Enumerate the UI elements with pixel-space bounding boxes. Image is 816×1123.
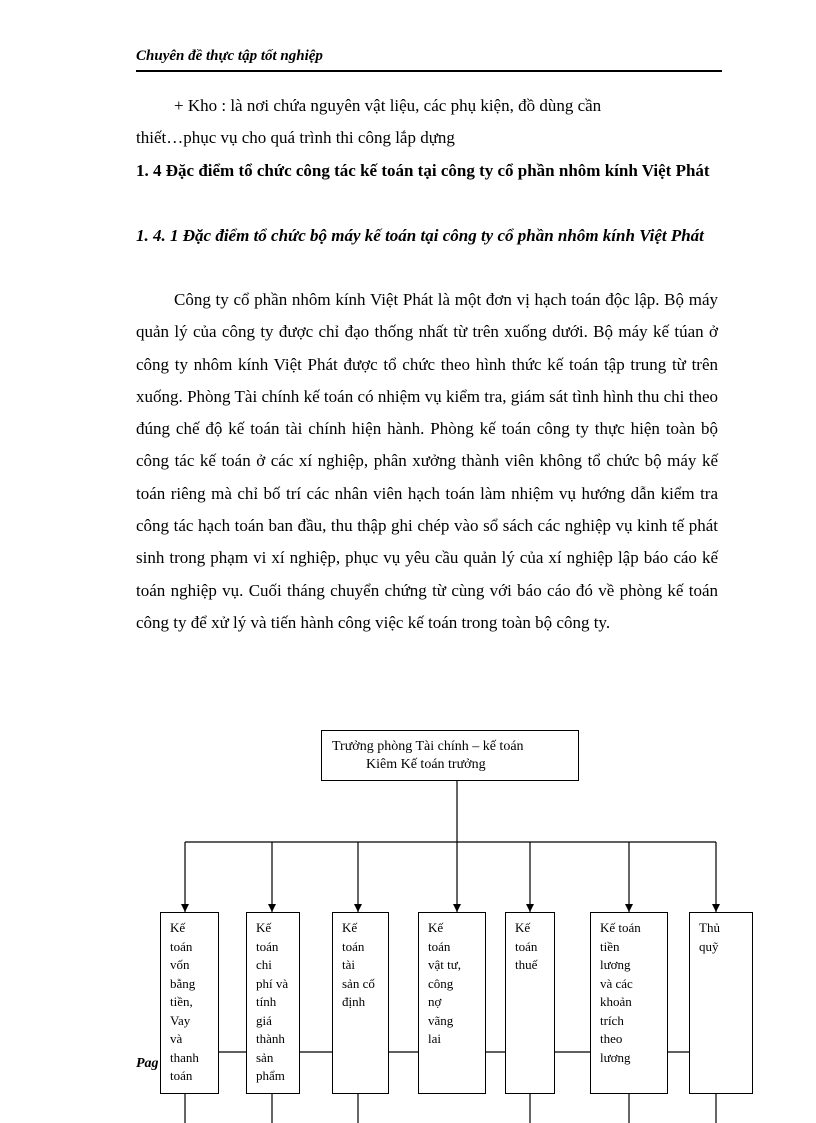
org-node-cash-loans — [160, 912, 219, 1094]
org-node-label: phí và — [256, 975, 289, 991]
section-heading-1-4-1: 1. 4. 1 Đặc điểm tổ chức bộ máy kế toán tại công ty cổ phần nhôm kính Việt Phát — [136, 226, 704, 245]
org-node-label: Kế — [342, 920, 358, 935]
org-node-materials-debts — [418, 912, 486, 1094]
org-node-label: chi — [256, 957, 272, 972]
arrowhead — [453, 904, 461, 912]
org-node-label: toán — [170, 1068, 193, 1083]
arrowhead — [268, 904, 276, 912]
arrowhead — [712, 904, 720, 912]
org-node-label: Kế — [170, 920, 186, 935]
org-node-label: Kế — [515, 920, 531, 935]
org-node-label: định — [342, 994, 366, 1009]
org-node-label: quỹ — [699, 938, 719, 954]
org-node-label: trích — [600, 1012, 624, 1028]
org-node-label: Kế — [256, 920, 272, 935]
org-node-label: Trưởng phòng Tài chính – kế toán — [332, 739, 524, 754]
page-footer-label: Pag — [136, 1056, 159, 1071]
org-node-label: Kiêm Kế toán trưởng — [366, 757, 486, 772]
org-node-label: và các — [600, 975, 633, 991]
org-node-label: toán — [515, 938, 538, 954]
org-node-label: tài — [342, 957, 355, 972]
org-node-label: vốn — [170, 957, 190, 972]
org-node-label: tiền — [600, 938, 620, 954]
org-node-fixed-assets — [332, 912, 389, 1094]
arrowhead — [526, 904, 534, 912]
org-node-label: bằng — [170, 975, 196, 991]
paragraph-line: + Kho : là nơi chứa nguyên vật liệu, các phụ kiện, đồ dùng cần — [174, 96, 602, 115]
org-node-label: giá — [256, 1012, 272, 1028]
page-header-title: Chuyên đề thực tập tốt nghiệp — [136, 48, 323, 64]
header-divider — [136, 70, 722, 72]
org-node-treasurer — [689, 912, 753, 1094]
org-node-label: phẩm — [256, 1068, 285, 1083]
org-node-label: Kế toán — [600, 920, 641, 935]
org-node-label: Kế — [428, 920, 444, 935]
org-node-label: tính — [256, 994, 277, 1009]
org-node-label: sản cố — [342, 975, 375, 991]
org-node-label: toán — [342, 938, 365, 954]
org-node-label: sản — [256, 1049, 274, 1065]
section-heading-1-4: 1. 4 Đặc điểm tổ chức công tác kế toán tại công ty cổ phần nhôm kính Việt Phát — [136, 161, 710, 180]
arrowhead — [625, 904, 633, 912]
org-node-label: khoản — [600, 994, 632, 1009]
org-node-label: toán — [256, 938, 279, 954]
org-node-label: lương — [600, 1049, 631, 1065]
org-node-label: Thủ — [699, 920, 720, 935]
org-node-label: thuế — [515, 957, 538, 972]
org-node-label: theo — [600, 1031, 623, 1046]
org-node-label: và — [170, 1031, 183, 1046]
org-node-label: thành — [256, 1031, 285, 1046]
org-node-label: toán — [428, 938, 451, 954]
arrowhead — [354, 904, 362, 912]
org-node-label: nợ — [428, 994, 442, 1009]
org-node-label: tiền, — [170, 994, 193, 1009]
org-node-payroll — [590, 912, 668, 1094]
org-node-label: vật tư, — [428, 957, 462, 972]
org-node-label: toán — [170, 938, 193, 954]
org-node-tax — [505, 912, 555, 1094]
org-node-label: lương — [600, 957, 631, 972]
org-node-label: vãng — [428, 1012, 454, 1028]
paragraph-accounting-structure: Công ty cổ phần nhôm kính Việt Phát là một đơn vị hạch toán độc lập. Bộ máy quản lý của công ty được chỉ đạo thống nhất từ trên xuống dưới. Bộ máy kế túan ở công ty nhôm kính Việt Phát được tổ chức theo hình thức kế toán tập trung từ trên xuống. Phòng Tài chính kế toán có nhiệm vụ kiểm tra, giám sát tình hình thu chi theo đúng chế độ kế toán tài chính hiện hành. Phòng kế toán công ty thực hiện toàn bộ công tác kế toán ở các xí nghiệp, phân xưởng thành viên không tổ chức bộ máy kế toán riêng mà chỉ bố trí các nhân viên hạch toán làm nhiệm vụ hướng dẫn kiểm tra công tác hạch toán ban đầu, thu thập ghi chép vào sổ sách các nghiệp vụ kinh tế phát sinh trong phạm vi xí nghiệp, phục vụ yêu cầu quản lý của xí nghiệp lập báo cáo kế toán nghiệp vụ. Cuối tháng chuyển chứng từ cùng với báo cáo đó về phòng kế toán công ty để xử lý và tiến hành công việc kế toán trong toàn bộ công ty. — [136, 290, 718, 632]
paragraph-line: thiết…phục vụ cho quá trình thi công lắp dựng — [136, 128, 455, 148]
org-node-cost-pricing — [246, 912, 300, 1094]
org-node-chief-accountant — [321, 730, 579, 781]
org-node-label: Vay — [170, 1012, 191, 1028]
paragraph-storage — [136, 90, 718, 155]
org-node-label: lai — [428, 1031, 441, 1046]
org-node-label: thanh — [170, 1049, 199, 1065]
org-node-label: công — [428, 975, 454, 991]
arrowhead — [181, 904, 189, 912]
